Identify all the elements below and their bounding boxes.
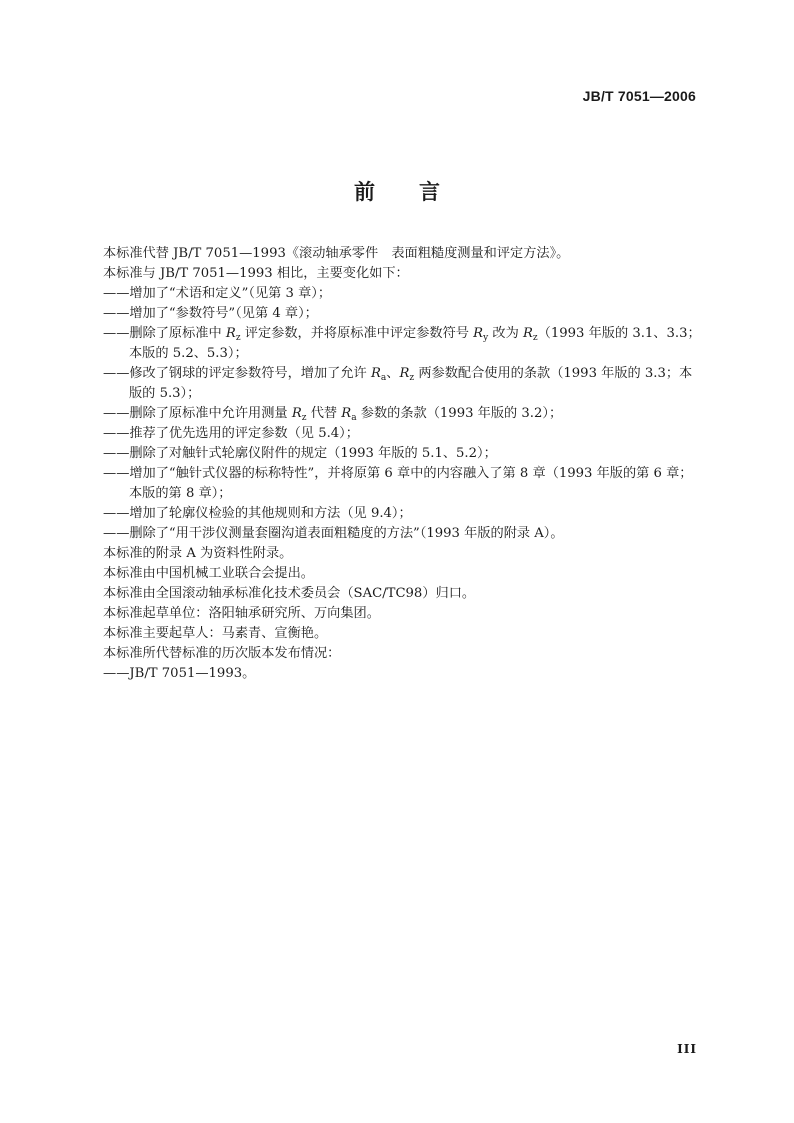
paragraph: 本标准与 JB/T 7051—1993 相比，主要变化如下： [103,266,409,281]
paragraph: 本标准代替 JB/T 7051—1993《滚动轴承零件 表面粗糙度测量和评定方法》。 [103,246,570,261]
change-item: ——删除了原标准中允许用测量 $R_z$ 代替 $R_a$ 参数的条款（1993 年版的 3.2）； [103,406,563,423]
standard-code: JB/T 7051—2006 [582,88,696,104]
page-title [0,176,794,206]
change-item: ——增加了“参数符号”（见第 4 章）； [103,306,318,321]
paragraph: 本标准的附录 A 为资料性附录。 [103,546,293,561]
change-item-continuation: 本版的 5.2、5.3）； [129,346,248,361]
title-char-2: 言 [419,180,440,204]
change-item: ——增加了轮廓仪检验的其他规则和方法（见 9.4）； [103,506,412,521]
page-number: III [677,1042,697,1056]
change-item: ——删除了对触针式轮廓仪附件的规定（1993 年版的 5.1、5.2）； [103,446,497,461]
change-item: ——修改了钢球的评定参数符号，增加了允许 $R_a$、$R_z$ 两参数配合使用的条款（1993 年版的 3.3；本 [103,366,693,383]
change-item: ——JB/T 7051—1993。 [103,666,256,681]
change-item-continuation: 版的 5.3）； [129,386,201,401]
change-item: ——删除了“用干涉仪测量套圈沟道表面粗糙度的方法”（1993 年版的附录 A）。 [103,526,564,541]
change-item: ——增加了“触针式仪器的标称特性”，并将原第 6 章中的内容融入了第 8 章（1993 年版的第 6 章； [103,466,693,481]
change-item: ——增加了“术语和定义”（见第 3 章）； [103,286,332,301]
title-char-1: 前 [354,180,375,204]
paragraph: 本标准起草单位：洛阳轴承研究所、万向集团。 [103,606,380,621]
change-item: ——删除了原标准中 $R_z$ 评定参数，并将原标准中评定参数符号 $R_y$ 改为 $R_z(1993$ 年版的 3.1、3.3； [103,326,701,343]
paragraph: 本标准所代替标准的历次版本发布情况： [103,646,341,661]
change-item-continuation: 本版的第 8 章）； [129,486,232,501]
paragraph: 本标准由中国机械工业联合会提出。 [103,566,314,581]
paragraph: 本标准由全国滚动轴承标准化技术委员会（SAC/TC98）归口。 [103,586,476,601]
foreword-body [103,244,703,684]
paragraph: 本标准主要起草人：马素青、宣衡艳。 [103,626,328,641]
change-item: ——推荐了优先选用的评定参数（见 5.4）； [103,426,359,441]
